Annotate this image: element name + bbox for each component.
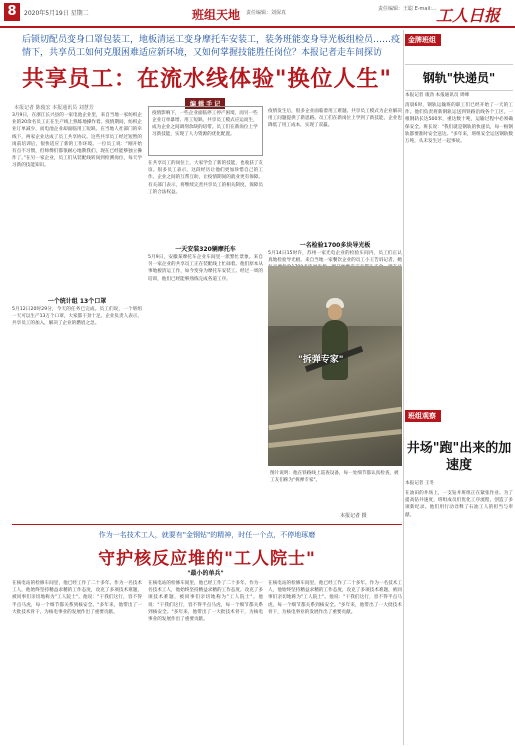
right-byline-2: 本报记者 王冬	[405, 481, 435, 486]
right-editors: 责任编辑：王聪 E-mail:...	[378, 6, 437, 12]
right-tag-2: 班组观察	[405, 410, 441, 422]
article-col-2b: 5月9日，安徽某摩托车企业车间里一派繁忙景象。来自另一家企业的共享员工正在装配线上忙碌着。他们原本从事地板清运工作，如今变身为摩托车安装工。经过一周的培训，他们已经能够熟练完成各道工序。	[148, 255, 263, 282]
article-col-2: 在共享员工的岗位上，大家学会了新的技能，也收获了友谊。很多员工表示，这段经历让他们更加珍惜自己的工作。企业之间的互帮互助，让疫情期间的就业更有保障。有关部门表示，将继续完善共享员工的相关制度，保障员工的合法权益。	[148, 161, 263, 195]
article-col-3b: 5月14日15时许，苏州一家光电企业的检验车间内，员工们正认真地检验导光板。来自当地一家餐饮企业的员工小王告诉记者，她	[268, 251, 402, 264]
editors: 责任编辑：刘保真	[246, 10, 287, 16]
bottom-headline: 守护核反应堆的"工人院士"	[98, 549, 316, 569]
photo-caption: "拆弹专家"	[298, 355, 344, 365]
col2-subhead: 一天安装320辆摩托车	[175, 246, 236, 253]
article-col-1b: 5月12日20时29分，今天的任务已完成。员工们说，一个班组一天可以生产13万个口罩，大家都干劲十足。企业负责人表示，共享员工的加入，解决了企业的燃眉之急。	[12, 307, 142, 327]
article-col-1: 3月9日，在浙江长兴县的一家电池企业里，来自当地一家纺织企业的20余名员工正在生产线上熟练地操作着。疫情期间，纺织企业订单减少，而电池企业却面临用工短缺。在当地人社部门的牵线下，两家企业达成了员工共享协议。这些共享员工经过短暂的岗前培训后，很快适应了新的工作环境。一位员工说：“刚开始有点不习惯，但师傅们都很耐心地教我们，现在已经能够独立操作了。”在另一家企业，员工们从装配线转岗到检测岗位，每天学习新的技能知识。	[12, 113, 142, 169]
section-title: 班组天地	[192, 8, 241, 22]
right-column-rule	[403, 30, 404, 745]
photo-description: 图片说明：他在铁路线上巡查设备，每一处细节都认真检查，被工友们称为"拆弹专家"。	[270, 471, 399, 483]
bottom-subtitle: 作为一名技术工人，就要有"金钢钻"的精神，时任一个点，不停地琢磨	[98, 531, 316, 539]
col1-subhead: 一个统计组 13个口罩	[47, 298, 107, 305]
bottom-headline-block	[12, 530, 402, 569]
date: 2020年5月19日 星期二	[24, 10, 89, 17]
right-headline-2: 井场"跑"出来的加速度	[406, 441, 512, 473]
bottom-col-2: 在核电站的检修车间里，他已经工作了二十多年。作为一名技术工人，他始终坚持精益求精的工作态度，攻克了多项技术难题，被同事们亲切地称为"工人院士"。他说："干我们这行，容不得半点马虎，每一个细节都关系到核安全。"多年来，他带出了一大批技术骨干，为核电事业的发展作出了重要贡献。	[148, 581, 263, 623]
article-col-3: 疫情发生后，很多企业面临着用工难题。共享员工模式为企业解决用工问题提供了新思路。员工们在新岗位上学到了新技能，企业也降低了用工成本，实现了双赢。	[268, 109, 402, 129]
right-text-2: 在油田的井场上，一支钻井班组正在紧张作业。为了提高钻井速度，班组成员们优化工序流程，创造了多项新纪录。他们用行动诠释了石油工人的担当与奉献。	[405, 491, 513, 518]
right-byline-1: 本报记者 康劲 本报通讯员 周峰	[405, 93, 470, 98]
section-divider	[12, 524, 402, 525]
page-number: 8	[4, 3, 20, 21]
bottom-col-1: 在核电站的检修车间里，他已经工作了二十多年。作为一名技术工人，他始终坚持精益求精的工作态度，攻克了多项技术难题，被同事们亲切地称为"工人院士"。他说："干我们这行，容不得半点马虎，每一个细节都关系到核安全。"多年来，他带出了一大批技术骨干，为核电事业的发展作出了重要贡献。	[12, 581, 142, 615]
bottom-subhead: "最小的单兵"	[187, 570, 224, 577]
newspaper-logo: 工人日报	[436, 6, 501, 25]
main-headline: 共享员工：在流水线体验"换位人生"	[22, 67, 392, 92]
lead-text: 后锁切配员变身口罩包装工，地板清运工变身摩托车安装工，装务班能变身导光板组检员……疫情下，共享员工如何克服困难适应新环境，又如何掌握技能胜任岗位？本报记者走车间探访	[22, 35, 401, 58]
right-headline-1: 钢轨"快递员"	[405, 64, 513, 91]
right-text-1: 清晨6时，钢轨运输班的职工们已经开始了一天的工作。他们负责将新钢轨运送到铁路沿线各个工区。一根钢轨长达500米，重达数十吨，运输过程中必须确保安全。班长说："我们就是钢轨的快递员，每一根钢轨都要准时安全送达。"多年来，班组安全运送钢轨数万吨，从未发生过一起事故。	[405, 103, 513, 145]
worker-photo	[268, 266, 402, 466]
byline: 本报记者 陈俊宏 本报通讯员 刘慧芳	[14, 105, 94, 111]
col3-subhead: 一名检验1700多块导光板	[299, 242, 371, 249]
editor-note-label: 编 辑 手 记	[185, 98, 225, 109]
editor-note: 疫情影响下，一些企业面临停工停产困境，而另一些企业订单暴增、用工短缺。共享员工模式应运而生，成为企业之间调剂余缺的纽带。员工们在新岗位上学习新技能，实现了人力资源的优化配置。	[148, 106, 263, 156]
bottom-col-3: 在核电站的检修车间里，他已经工作了二十多年。作为一名技术工人，他始终坚持精益求精的工作态度，攻克了多项技术难题，被同事们亲切地称为"工人院士"。他说："干我们这行，容不得半点马虎，每一个细节都关系到核安全。"多年来，他带出了一大批技术骨干，为核电事业的发展作出了重要贡献。	[268, 581, 402, 615]
right-tag-1: 金牌班组	[405, 34, 441, 46]
photo-credit: 本报记者 摄	[340, 513, 367, 519]
